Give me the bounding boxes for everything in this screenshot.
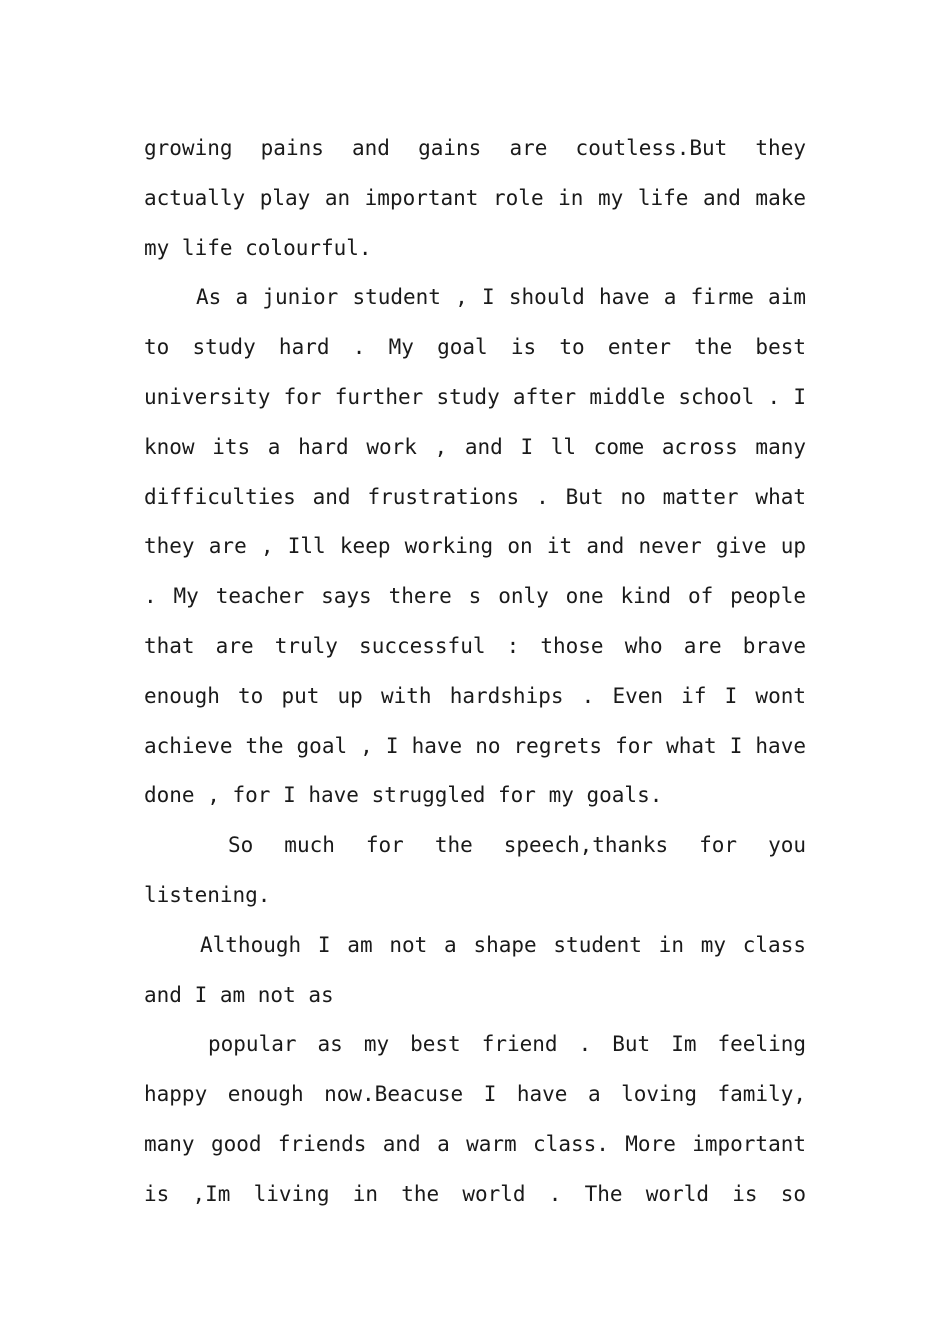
paragraph-growing-pains: growing pains and gains are coutless.But they actually play an important role in my life and make my life colourful. — [144, 136, 806, 260]
body-text — [144, 124, 806, 1220]
paragraph-closing: So much for the speech,thanks for you listening. — [144, 833, 806, 907]
paragraph-junior-student: As a junior student , I should have a firme aim to study hard . My goal is to enter the best university for further study after middle school . I know its a hard work , and I ll come across many difficulties and frustrations . But no matter what they are , Ill keep working on it and never give up . My teacher says there s only one kind of people that are truly successful : those who are brave enough to put up with hardships . Even if I wont achieve the goal , I have no regrets for what I have done , for I have struggled for my goals. — [144, 285, 806, 808]
paragraph-popular: popular as my best friend . But Im feeling happy enough now.Beacuse I have a loving family, many good friends and a warm class. More important is ,Im living in the world . The world is so — [144, 1032, 806, 1206]
paragraph-although: Although I am not a shape student in my class and I am not as — [144, 932, 806, 1007]
